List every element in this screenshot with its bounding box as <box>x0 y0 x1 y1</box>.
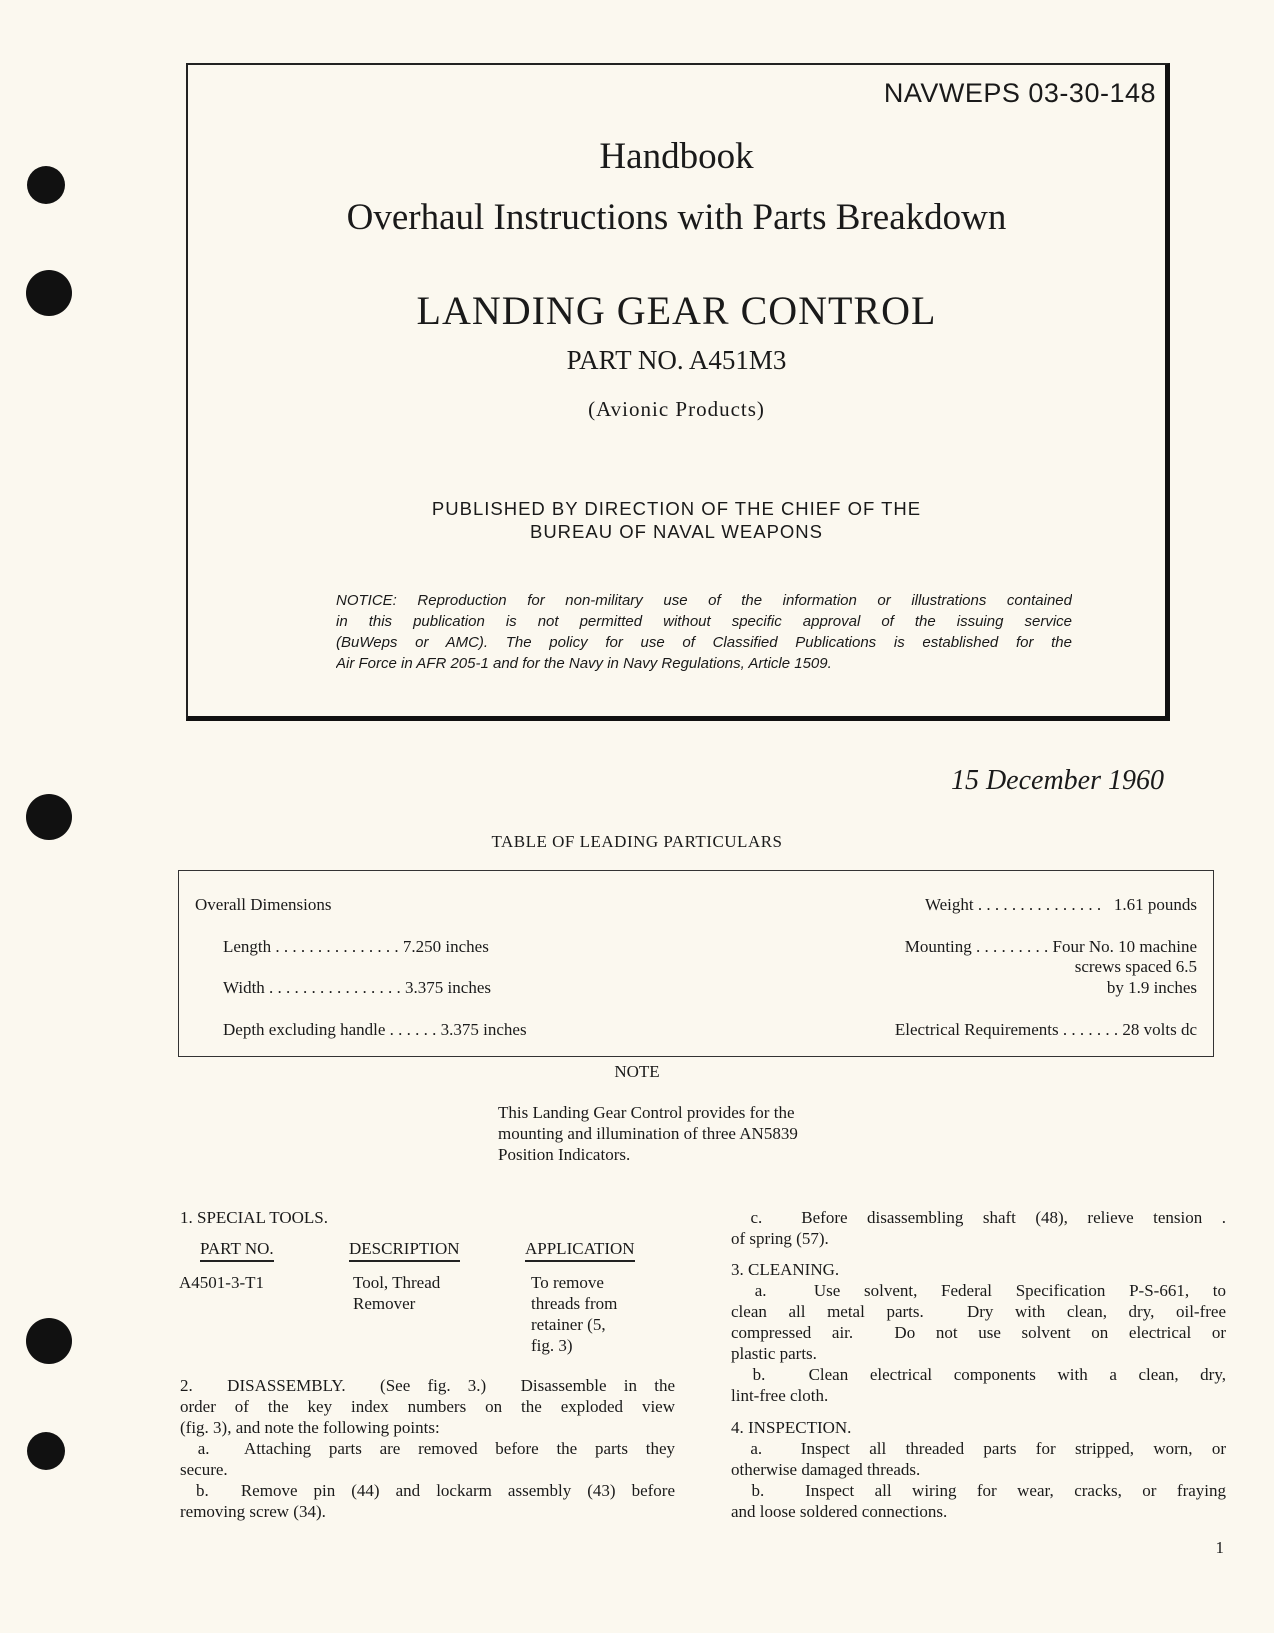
text-line: secure. <box>180 1460 228 1479</box>
electrical: Electrical Requirements . . . . . . . 28 volts dc <box>894 1020 1197 1039</box>
mounting: Mounting . . . . . . . . . Four No. 10 machine <box>904 937 1197 956</box>
desc-line: Tool, Thread <box>353 1273 441 1292</box>
tool-app <box>531 1272 617 1356</box>
section1-heading: 1. SPECIAL TOOLS. <box>180 1208 328 1227</box>
tool-part: A4501-3-T1 <box>179 1273 264 1292</box>
text-line: b. Remove pin (44) and lockarm assembly (43) before <box>180 1481 675 1500</box>
section4 <box>731 1417 1226 1522</box>
binder-hole <box>26 1318 72 1364</box>
text-line: b. Clean electrical components with a clean, dry, <box>731 1365 1226 1384</box>
publisher-line: BUREAU OF NAVAL WEAPONS <box>529 521 823 542</box>
text-line: compressed air. Do not use solvent on electrical or <box>731 1323 1226 1342</box>
note-line: This Landing Gear Control provides for the <box>498 1103 795 1122</box>
text-line: a. Use solvent, Federal Specification P-S-661, to <box>731 1281 1226 1300</box>
notice-line: (BuWeps or AMC). The policy for use of Classified Publications is established for the <box>336 634 1072 651</box>
particulars-title: TABLE OF LEADING PARTICULARS <box>491 832 783 851</box>
col-description: DESCRIPTION <box>349 1239 460 1262</box>
length: Length . . . . . . . . . . . . . . . 7.250 inches <box>223 937 489 956</box>
part-number: PART NO. A451M3 <box>566 345 787 375</box>
text-line: a. Attaching parts are removed before the parts they <box>180 1439 675 1458</box>
document-number: NAVWEPS 03-30-148 <box>883 78 1156 108</box>
col-application: APPLICATION <box>525 1239 635 1262</box>
desc-line: Remover <box>353 1294 416 1313</box>
note-text <box>498 1102 798 1165</box>
particulars-table <box>178 870 1214 1057</box>
binder-hole <box>27 166 65 204</box>
notice-line: NOTICE: Reproduction for non-military use of the information or illustrations contained <box>336 592 1072 609</box>
app-line: fig. 3) <box>531 1336 573 1355</box>
notice <box>336 590 1072 674</box>
text-line: a. Inspect all threaded parts for stripped, worn, or <box>731 1439 1226 1458</box>
title-overhaul: Overhaul Instructions with Parts Breakdown <box>346 197 1007 238</box>
width: Width . . . . . . . . . . . . . . . . 3.375 inches <box>223 978 491 997</box>
text-line: clean all metal parts. Dry with clean, dry, oil-free <box>731 1302 1226 1321</box>
text-line: (fig. 3), and note the following points: <box>180 1418 440 1437</box>
tool-desc <box>353 1272 440 1314</box>
text-line: b. Inspect all wiring for wear, cracks, or fraying <box>731 1481 1226 1500</box>
section3-heading: 3. CLEANING. <box>731 1260 840 1279</box>
text-line: order of the key index numbers on the exploded view <box>180 1397 675 1416</box>
section2c <box>731 1207 1226 1249</box>
weight: Weight . . . . . . . . . . . . . . . 1.61 pounds <box>924 895 1197 914</box>
notice-line: in this publication is not permitted without specific approval of the issuing service <box>336 613 1072 630</box>
mounting-cont: by 1.9 inches <box>1106 978 1197 997</box>
note-heading: NOTE <box>614 1062 660 1081</box>
note-line: mounting and illumination of three AN5839 <box>498 1124 798 1143</box>
text-line: 2. DISASSEMBLY. (See fig. 3.) Disassemble in the <box>180 1376 675 1395</box>
section4-heading: 4. INSPECTION. <box>731 1418 852 1437</box>
app-line: threads from <box>531 1294 618 1313</box>
app-line: To remove <box>531 1273 604 1292</box>
publisher <box>186 497 1167 543</box>
publication-date: 15 December 1960 <box>950 765 1164 796</box>
overall-dimensions: Overall Dimensions <box>195 895 332 914</box>
text-line: plastic parts. <box>731 1344 817 1363</box>
title-main: LANDING GEAR CONTROL <box>416 288 937 333</box>
text-line: of spring (57). <box>731 1229 829 1248</box>
binder-hole <box>26 270 72 316</box>
title-handbook: Handbook <box>599 136 754 177</box>
page-number: 1 <box>1215 1538 1224 1557</box>
col-part-no: PART NO. <box>200 1239 274 1262</box>
section2 <box>180 1375 675 1522</box>
binder-hole <box>27 1432 65 1470</box>
section3 <box>731 1259 1226 1406</box>
notice-line: Air Force in AFR 205-1 and for the Navy in Navy Regulations, Article 1509. <box>336 655 832 672</box>
depth: Depth excluding handle . . . . . . 3.375 inches <box>223 1020 527 1039</box>
text-line: lint-free cloth. <box>731 1386 829 1405</box>
manufacturer: (Avionic Products) <box>588 397 765 421</box>
text-line: otherwise damaged threads. <box>731 1460 921 1479</box>
mounting-cont: screws spaced 6.5 <box>1074 957 1197 976</box>
app-line: retainer (5, <box>531 1315 606 1334</box>
text-line: and loose soldered connections. <box>731 1502 948 1521</box>
note-line: Position Indicators. <box>498 1145 631 1164</box>
publisher-line: PUBLISHED BY DIRECTION OF THE CHIEF OF THE <box>431 498 922 519</box>
text-line: c. Before disassembling shaft (48), relieve tension . <box>731 1208 1226 1227</box>
text-line: removing screw (34). <box>180 1502 326 1521</box>
